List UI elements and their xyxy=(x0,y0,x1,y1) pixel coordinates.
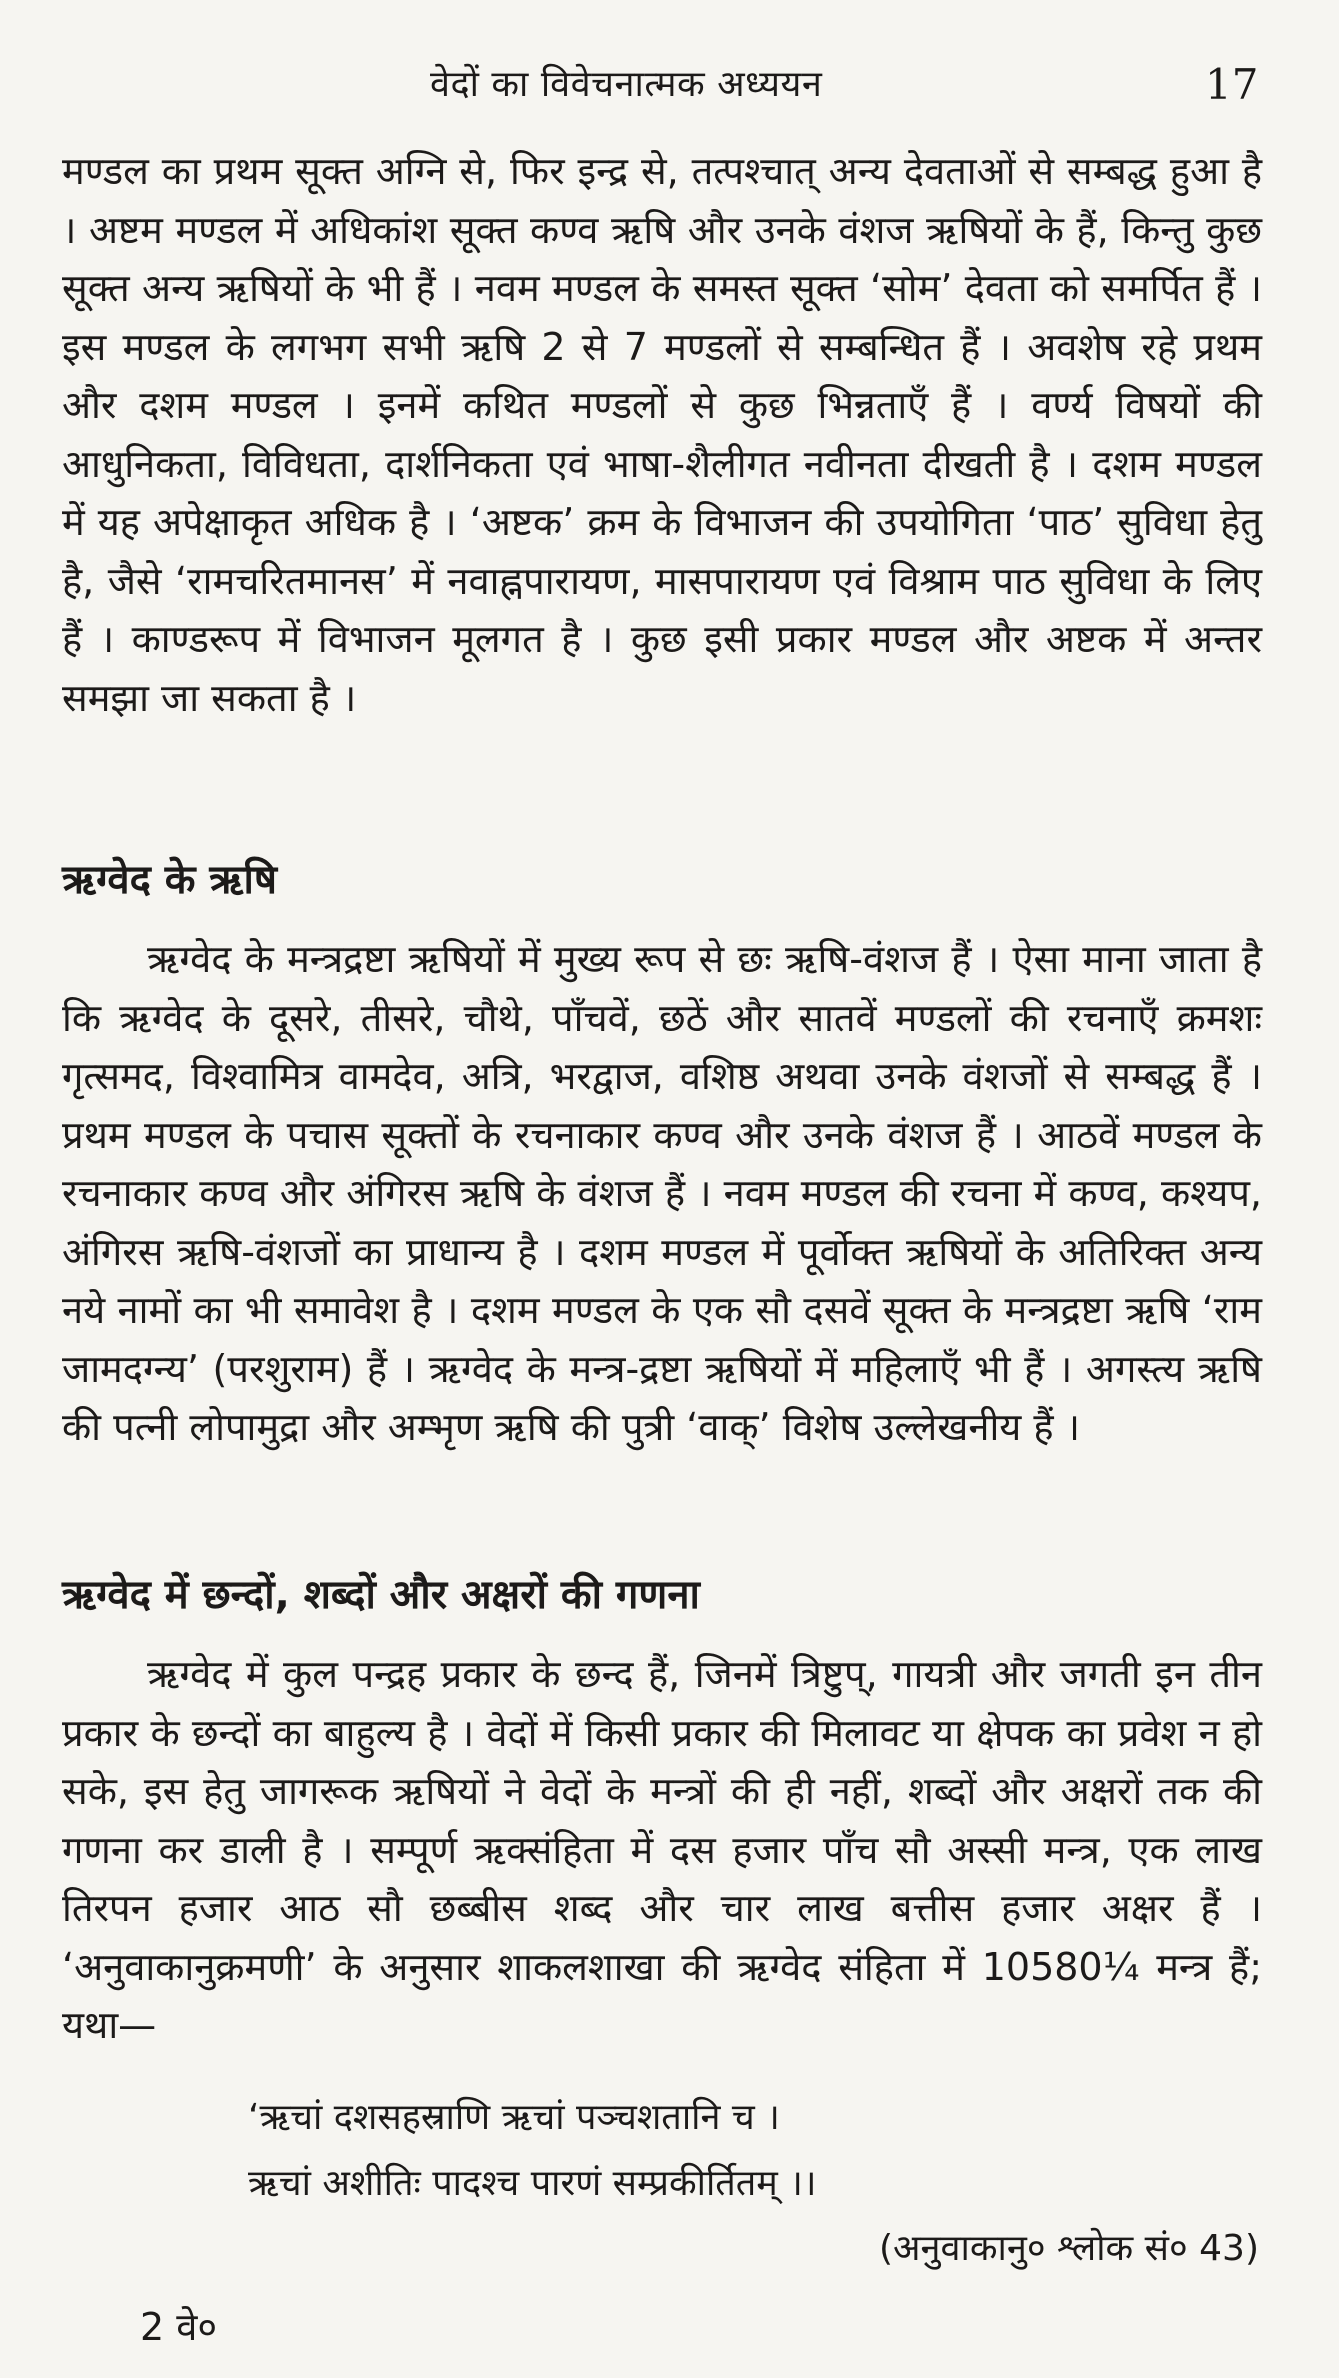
verse-line-1: ‘ऋचां दशसहस्राणि ऋचां पञ्चशतानि च । xyxy=(248,2097,780,2138)
intro-paragraph: मण्डल का प्रथम सूक्त अग्नि से, फिर इन्द्र से, तत्पश्चात् अन्य देवताओं से सम्बद्ध हुआ है । अष्टम मण्डल में अधिकांश सूक्त कण्व ऋषि और उनके वंशज ऋषियों के हैं, किन्तु कुछ सूक्त अन्य ऋषियों के भी हैं । नवम मण्डल के समस्त सूक्त ‘सोम’ देवता को समर्पित हैं । इस मण्डल के लगभग सभी ऋषि 2 से 7 मण्डलों से सम्बन्धित हैं । अवशेष रहे प्रथम और दशम मण्डल । इनमें कथित मण्डलों से कुछ भिन्नताएँ हैं । वर्ण्य विषयों की आधुनिकता, विविधता, दार्शनिकता एवं भाषा-शैलीगत नवीनता दीखती है । दशम मण्डल में यह अपेक्षाकृत अधिक है । ‘अष्टक’ क्रम के विभाजन की उपयोगिता ‘पाठ’ सुविधा हेतु है, जैसे ‘रामचरितमानस’ में नवाह्नपारायण, मासपारायण एवं विश्राम पाठ सुविधा के लिए हैं । काण्डरूप में विभाजन मूलगत है । कुछ इसी प्रकार मण्डल और अष्टक में अन्तर समझा जा सकता है । xyxy=(62,149,1262,720)
running-head xyxy=(0,48,1339,108)
section-heading-count: ऋग्वेद में छन्दों, शब्दों और अक्षरों की गणना xyxy=(62,1572,700,1618)
count-paragraph: ऋग्वेद में कुल पन्द्रह प्रकार के छन्द हैं, जिनमें त्रिष्टुप्, गायत्री और जगती इन तीन प्रकार के छन्दों का बाहुल्य है । वेदों में किसी प्रकार की मिलावट या क्षेपक का प्रवेश न हो सके, इस हेतु जागरूक ऋषियों ने वेदों के मन्त्रों की ही नहीं, शब्दों और अक्षरों तक की गणना कर डाली है । सम्पूर्ण ऋक्संहिता में दस हजार पाँच सौ अस्सी मन्त्र, एक लाख तिरपन हजार आठ सौ छब्बीस शब्द और चार लाख बत्तीस हजार अक्षर हैं । ‘अनुवाकानुक्रमणी’ के अनुसार शाकलशाखा की ऋग्वेद संहिता में 10580¼ मन्त्र हैं; यथा— xyxy=(62,1652,1262,2047)
verse-citation: (अनुवाकानु० श्लोक सं० 43) xyxy=(879,2228,1259,2269)
section-heading-rishi: ऋग्वेद के ऋषि xyxy=(62,857,278,903)
page-number: 17 xyxy=(1205,60,1259,109)
rishi-paragraph: ऋग्वेद के मन्त्रद्रष्टा ऋषियों में मुख्य रूप से छः ऋषि-वंशज हैं । ऐसा माना जाता है कि ऋग्वेद के दूसरे, तीसरे, चौथे, पाँचवें, छठें और सातवें मण्डलों की रचनाएँ क्रमशः गृत्समद, विश्वामित्र वामदेव, अत्रि, भरद्वाज, वशिष्ठ अथवा उनके वंशजों से सम्बद्ध हैं । प्रथम मण्डल के पचास सूक्तों के रचनाकार कण्व और उनके वंशज हैं । आठवें मण्डल के रचनाकार कण्व और अंगिरस ऋषि के वंशज हैं । नवम मण्डल की रचना में कण्व, कश्यप, अंगिरस ऋषि-वंशजों का प्राधान्य है । दशम मण्डल में पूर्वोक्त ऋषियों के अतिरिक्त अन्य नये नामों का भी समावेश है । दशम मण्डल के एक सौ दसवें सूक्त के मन्त्रद्रष्टा ऋषि ‘राम जामदग्न्य’ (परशुराम) हैं । ऋग्वेद के मन्त्र-द्रष्टा ऋषियों में महिलाएँ भी हैं । अगस्त्य ऋषि की पत्नी लोपामुद्रा और अम्भृण ऋषि की पुत्री ‘वाक्’ विशेष उल्लेखनीय हैं । xyxy=(62,937,1262,1449)
sanskrit-verse xyxy=(248,2085,1248,2217)
printer-signature-mark: 2 वे० xyxy=(140,2305,218,2349)
running-title: वेदों का विवेचनात्मक अध्ययन xyxy=(430,64,823,105)
verse-line-2: ऋचां अशीतिः पादश्च पारणं सम्प्रकीर्तितम् ।। xyxy=(248,2163,817,2204)
